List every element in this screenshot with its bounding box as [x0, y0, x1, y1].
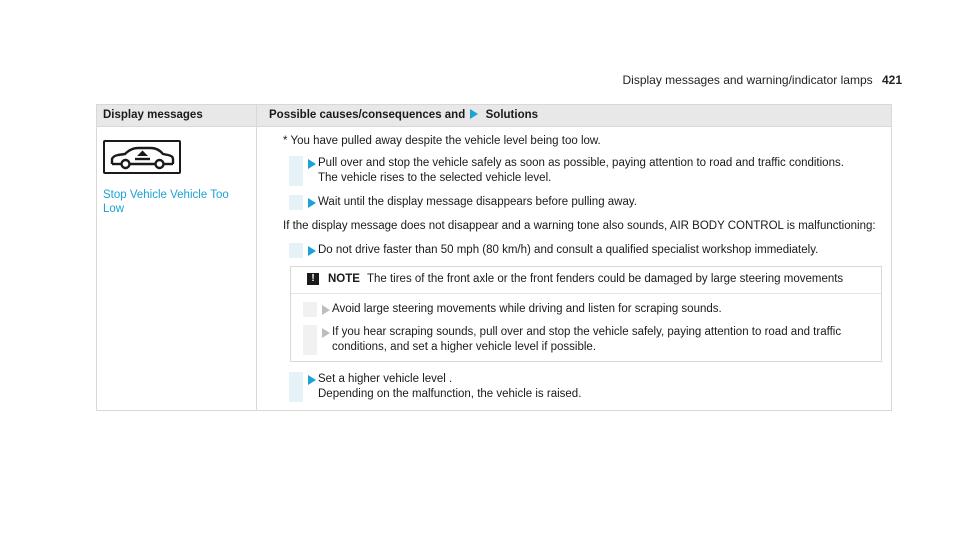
- solutions-cell: [257, 127, 892, 411]
- step-text: Pull over and stop the vehicle safely as soon as possible, paying attention to road and traffic conditions.: [318, 157, 844, 169]
- warning-icon: !: [307, 273, 319, 285]
- page-number: 421: [881, 73, 902, 87]
- step-arrow-icon: [308, 375, 316, 385]
- note-box: [290, 266, 882, 362]
- step-text: If you hear scraping sounds, pull over and stop the vehicle safely, paying attention to road and traffic conditions, and set a higher vehicle level if possible.: [332, 326, 842, 353]
- col-header-causes: Possible causes/consequences and: [269, 109, 466, 121]
- solution-step: [289, 195, 882, 210]
- note-label: NOTE: [328, 273, 360, 285]
- note-step: [303, 302, 869, 317]
- play-arrow-icon: [470, 109, 478, 119]
- table-header-row: [97, 105, 892, 127]
- step-result-text: The vehicle rises to the selected vehicle level.: [318, 172, 552, 184]
- section-title: Display messages and warning/indicator lamps: [622, 73, 873, 87]
- vehicle-level-raise-icon: [103, 140, 181, 174]
- col-header-solutions: Solutions: [485, 109, 539, 121]
- step-arrow-icon: [322, 328, 330, 338]
- step-arrow-icon: [308, 159, 316, 169]
- table-row: [97, 127, 892, 411]
- step-text: Wait until the display message disappears before pulling away.: [318, 196, 637, 208]
- message-cell: [97, 127, 257, 411]
- solution-step: [289, 372, 882, 402]
- step-text: Set a higher vehicle level .: [318, 373, 453, 385]
- step-text: Do not drive faster than 50 mph (80 km/h) and consult a qualified specialist workshop immediately.: [318, 244, 819, 256]
- solution-step: [289, 156, 882, 186]
- cause-text: * You have pulled away despite the vehicle level being too low.: [283, 135, 601, 147]
- step-arrow-icon: [322, 305, 330, 315]
- divider: [291, 293, 881, 294]
- page-header: [623, 73, 903, 87]
- display-messages-table: [96, 104, 892, 411]
- step-arrow-icon: [308, 246, 316, 256]
- step-text: Avoid large steering movements while driving and listen for scraping sounds.: [332, 303, 722, 315]
- solution-step: [289, 243, 882, 258]
- col-header-causes-solutions: [257, 105, 892, 127]
- step-result-text: Depending on the malfunction, the vehicle is raised.: [318, 388, 582, 400]
- note-text: The tires of the front axle or the front fenders could be damaged by large steering movements: [366, 273, 844, 285]
- col-header-display-messages: Display messages: [97, 105, 257, 127]
- step-arrow-icon: [308, 198, 316, 208]
- note-step: [303, 325, 869, 355]
- message-name: Stop Vehicle Vehicle Too Low: [103, 189, 229, 215]
- condition-text: If the display message does not disappear and a warning tone also sounds, AIR BODY CONTROL is malfunctioning:: [283, 220, 876, 232]
